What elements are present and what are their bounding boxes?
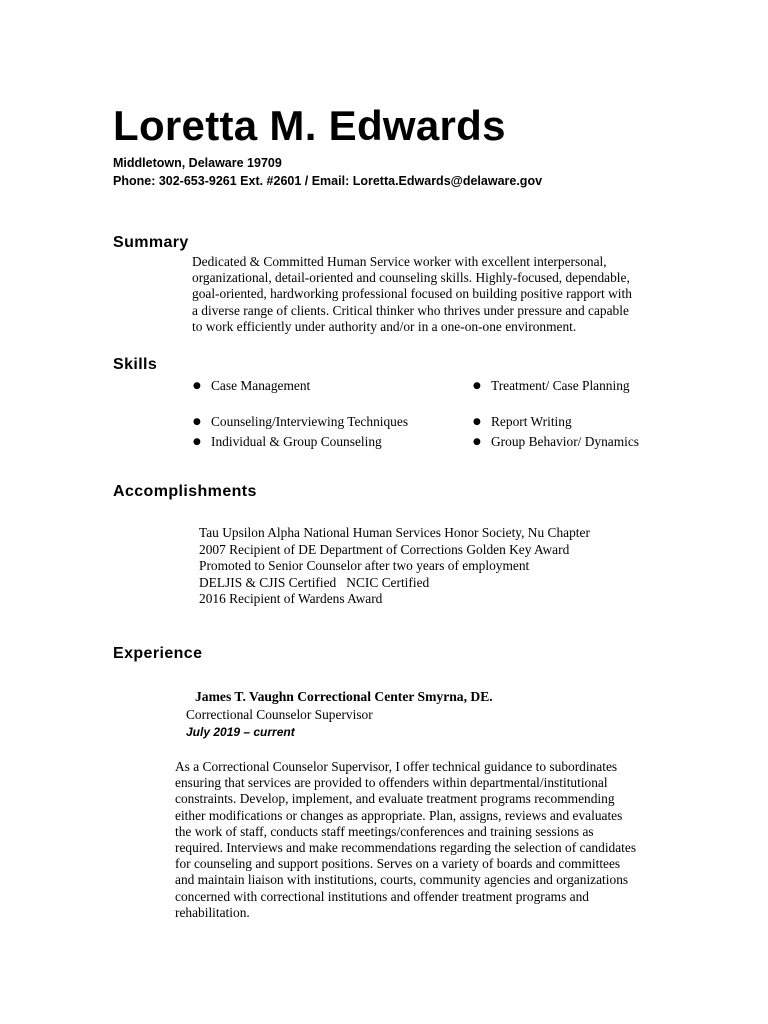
accomplishment-item: Tau Upsilon Alpha National Human Services Honor Society, Nu Chapter xyxy=(199,525,590,540)
section-title-skills: Skills xyxy=(113,356,158,373)
bullet-icon: ● xyxy=(193,417,201,427)
job-position: Correctional Counselor Supervisor xyxy=(186,707,373,722)
skill-item xyxy=(473,414,572,430)
accomplishments-list xyxy=(199,525,590,608)
skill-label: Treatment/ Case Planning xyxy=(491,378,630,393)
skill-label: Group Behavior/ Dynamics xyxy=(491,434,640,449)
job-description-line: As a Correctional Counselor Supervisor, I offer technical guidance to subordinates xyxy=(175,759,618,774)
skill-item xyxy=(193,378,310,394)
job-description-line: ensuring that services are provided to offenders within departmental/institutional xyxy=(175,775,608,791)
section-title-accomplishments: Accomplishments xyxy=(113,483,257,500)
job-description-line: required. Interviews and make recommendations regarding the selection of candidates xyxy=(175,840,637,856)
skill-item xyxy=(473,378,630,394)
contact-phone-email: Phone: 302-653-9261 Ext. #2601 / Email: Loretta.Edwards@delaware.gov xyxy=(113,174,543,188)
skill-label: Case Management xyxy=(211,378,311,393)
bullet-icon: ● xyxy=(193,381,201,391)
skill-item xyxy=(193,434,382,450)
job-description-line: rehabilitation. xyxy=(175,904,250,920)
job-description-line: concerned with correctional institutions and offender treatment programs and xyxy=(175,888,589,904)
contact-location: Middletown, Delaware 19709 xyxy=(113,156,282,170)
job-employer: James T. Vaughn Correctional Center Smyrna, DE. xyxy=(195,689,493,704)
summary-line: a diverse range of clients. Critical thinker who thrives under pressure and capable xyxy=(192,302,629,318)
skill-item xyxy=(193,414,408,430)
section-title-experience: Experience xyxy=(113,645,203,662)
accomplishment-item: 2016 Recipient of Wardens Award xyxy=(199,591,383,606)
summary-paragraph xyxy=(192,254,662,335)
skill-label: Counseling/Interviewing Techniques xyxy=(211,414,409,429)
skill-item xyxy=(473,434,639,450)
job-description xyxy=(175,759,655,921)
summary-line: Dedicated & Committed Human Service worker with excellent interpersonal, xyxy=(192,254,607,269)
bullet-icon: ● xyxy=(473,437,481,447)
job-description-line: and maintain liaison with institutions, courts, community agencies and organizations xyxy=(175,872,629,888)
accomplishment-item: 2007 Recipient of DE Department of Corrections Golden Key Award xyxy=(199,541,570,557)
job-description-line: constraints. Develop, implement, and evaluate treatment programs recommending xyxy=(175,791,615,807)
section-title-summary: Summary xyxy=(113,234,189,251)
bullet-icon: ● xyxy=(473,381,481,391)
summary-line: goal-oriented, hardworking professional focused on building positive rapport with xyxy=(192,286,632,302)
skill-label: Individual & Group Counseling xyxy=(211,434,382,449)
accomplishment-item: Promoted to Senior Counselor after two years of employment xyxy=(199,558,530,573)
job-description-line: the work of staff, conducts staff meetings/conferences and training sessions as xyxy=(175,823,594,839)
job-dates: July 2019 – current xyxy=(186,725,295,739)
job-description-line: for counseling and support positions. Serves on a variety of boards and committees xyxy=(175,856,621,872)
resume-name: Loretta M. Edwards xyxy=(113,102,506,149)
skill-label: Report Writing xyxy=(491,414,572,429)
bullet-icon: ● xyxy=(473,417,481,427)
accomplishment-item: DELJIS & CJIS Certified NCIC Certified xyxy=(199,574,430,590)
bullet-icon: ● xyxy=(193,437,201,447)
summary-line: organizational, detail-oriented and counseling skills. Highly-focused, dependable, xyxy=(192,270,630,286)
job-description-line: either modifications or changes as appropriate. Plan, assigns, reviews and evaluates xyxy=(175,807,623,823)
summary-line: to work efficiently under authority and/or in a one-on-one environment. xyxy=(192,318,577,334)
